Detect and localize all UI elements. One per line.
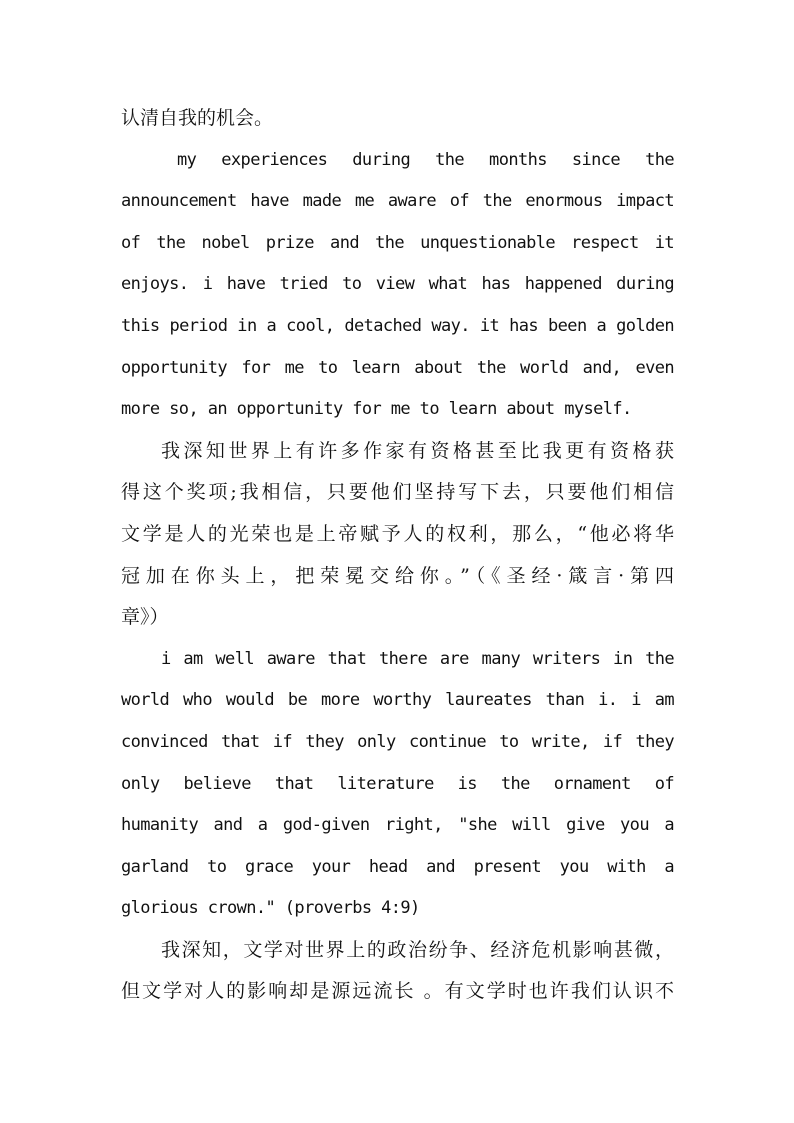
text-line-4: of the nobel prize and the unquestionable respect it — [121, 232, 674, 253]
text-line-20: glorious crown." (proverbs 4:9) — [121, 898, 420, 919]
text-line-11: 文学是人的光荣也是上帝赋予人的权利，那么，“他必将华 — [121, 522, 674, 545]
text-line-16: convinced that if they only continue to write, if they — [121, 731, 674, 752]
text-line-14: i am well aware that there are many writers in the — [161, 648, 674, 669]
text-line-9: 我深知世界上有许多作家有资格甚至比我更有资格获 — [161, 439, 674, 462]
text-line-12: 冠加在你头上，把荣冕交给你。”（《圣经·箴言·第四 — [121, 564, 674, 587]
text-line-21: 我深知，文学对世界上的政治纷争、经济危机影响甚微， — [161, 938, 674, 961]
text-line-15: world who would be more worthy laureates than i. i am — [121, 690, 674, 711]
text-line-8: more so, an opportunity for me to learn about myself. — [121, 399, 632, 420]
text-line-7: opportunity for me to learn about the world and, even — [121, 357, 674, 378]
text-line-6: this period in a cool, detached way. it has been a golden — [121, 315, 674, 336]
document-page — [121, 98, 674, 1013]
text-line-1: 认清自我的机会。 — [121, 107, 274, 129]
text-line-19: garland to grace your head and present you with a — [121, 856, 674, 877]
text-line-2: my experiences during the months since the — [177, 149, 674, 170]
text-line-10: 得这个奖项;我相信，只要他们坚持写下去，只要他们相信 — [121, 481, 674, 504]
text-line-18: humanity and a god-given right, "she will give you a — [121, 815, 674, 836]
text-line-13: 章》） — [121, 606, 169, 629]
text-line-3: announcement have made me aware of the enormous impact — [121, 191, 674, 212]
text-line-5: enjoys. i have tried to view what has happened during — [121, 274, 674, 295]
text-line-17: only believe that literature is the ornament of — [121, 773, 674, 794]
text-line-22: 但文学对人的影响却是源远流长 。有文学时也许我们认识不 — [121, 980, 674, 1003]
